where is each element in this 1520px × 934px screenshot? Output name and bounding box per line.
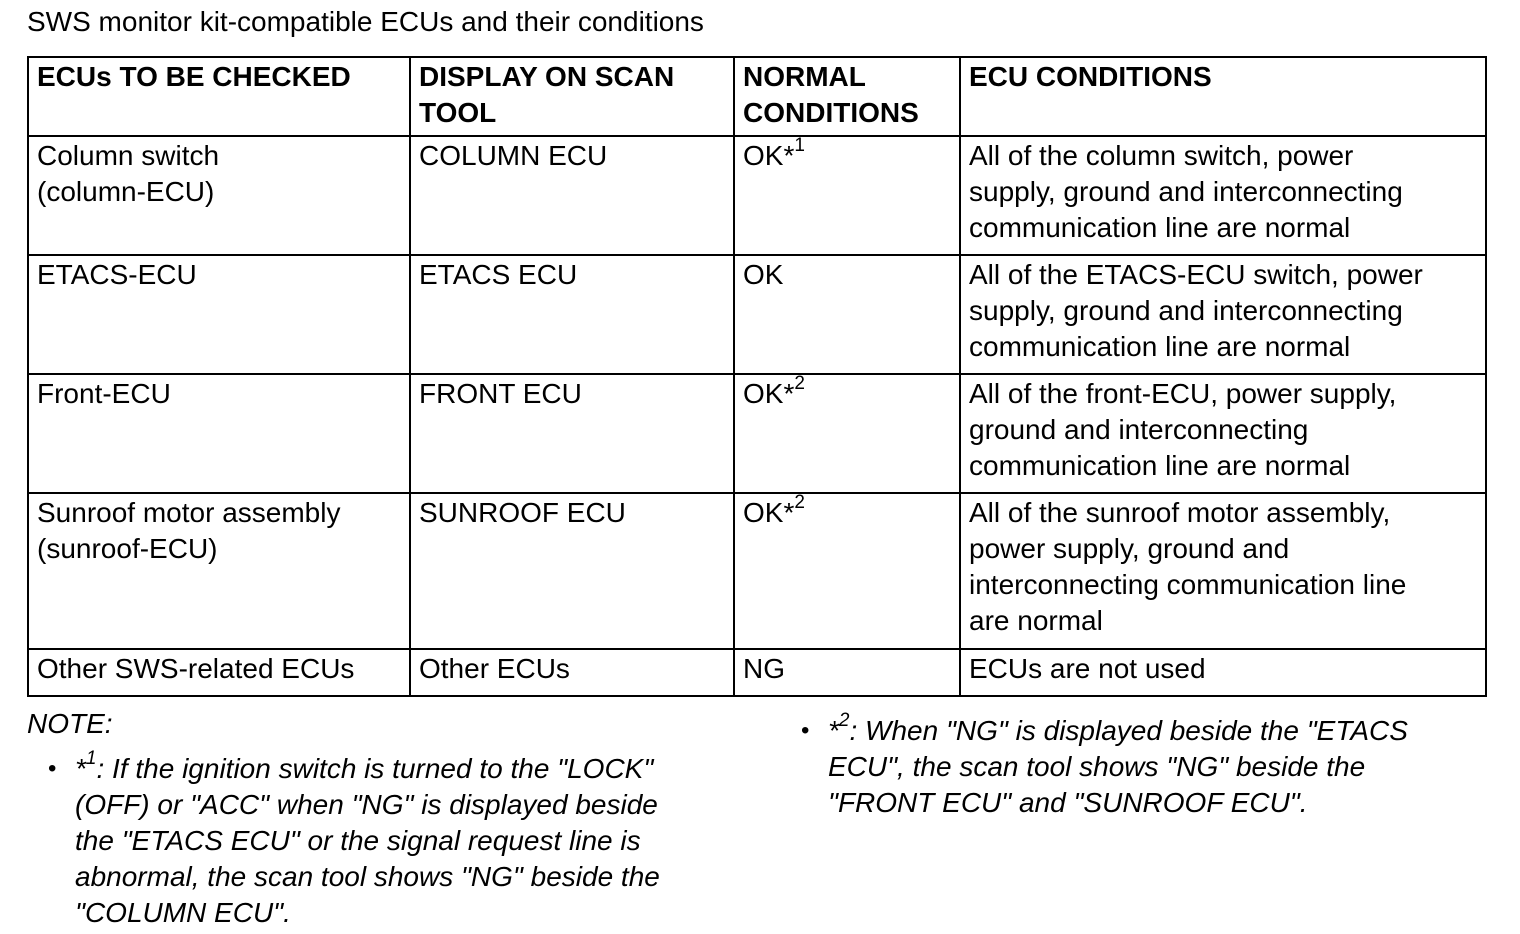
display-cell — [410, 374, 734, 493]
cell-line: All of the ETACS-ECU switch, power — [969, 259, 1423, 290]
table-row — [28, 374, 1486, 493]
note-prefix: * — [828, 715, 839, 746]
header-line: TOOL — [419, 97, 497, 128]
table-row — [28, 649, 1486, 696]
note-line — [75, 747, 660, 787]
note-prefix: * — [75, 753, 86, 784]
note-item — [801, 709, 1408, 821]
display-cell — [410, 649, 734, 696]
normal-cell — [734, 493, 960, 649]
cell-line: All of the column switch, power — [969, 140, 1354, 171]
display-cell — [410, 136, 734, 255]
header-line: DISPLAY ON SCAN — [419, 61, 675, 92]
note-text: : If the ignition switch is turned to the "LOCK" — [96, 753, 654, 784]
ecu-cell — [28, 649, 410, 696]
footnote-mark: 2 — [794, 491, 805, 513]
table-header-row — [28, 57, 1486, 136]
note-line: (OFF) or "ACC" when "NG" is displayed beside — [75, 789, 658, 820]
cell-line: (sunroof-ECU) — [37, 533, 218, 564]
footnote-mark: 2 — [838, 709, 850, 731]
note-line: abnormal, the scan tool shows "NG" beside the — [75, 861, 660, 892]
cell-text: OK* — [743, 497, 795, 528]
condition-cell — [960, 493, 1486, 649]
cell-text: NG — [743, 653, 785, 684]
cell-text: OK* — [743, 140, 795, 171]
condition-cell — [960, 136, 1486, 255]
display-cell — [410, 493, 734, 649]
ecu-cell — [28, 374, 410, 493]
bullet-icon: • — [801, 717, 810, 744]
cell-line: are normal — [969, 605, 1103, 636]
cell-text: COLUMN ECU — [419, 140, 608, 171]
cell-line: Column switch — [37, 140, 220, 171]
page-title: SWS monitor kit-compatible ECUs and their conditions — [27, 6, 704, 37]
table-row — [28, 255, 1486, 374]
cell-text: ETACS ECU — [419, 259, 578, 290]
cell-line: ground and interconnecting — [969, 414, 1309, 445]
ecu-cell — [28, 255, 410, 374]
bullet-icon: • — [48, 755, 57, 782]
header-line: ECU CONDITIONS — [969, 61, 1212, 92]
cell-line: supply, ground and interconnecting — [969, 176, 1403, 207]
note-line: "FRONT ECU" and "SUNROOF ECU". — [828, 787, 1308, 818]
normal-cell — [734, 136, 960, 255]
cell-line: All of the front-ECU, power supply, — [969, 378, 1397, 409]
cell-text: SUNROOF ECU — [419, 497, 626, 528]
condition-cell — [960, 255, 1486, 374]
header-line: CONDITIONS — [743, 97, 919, 128]
table-row — [28, 493, 1486, 649]
ecu-conditions-table — [27, 56, 1487, 697]
cell-line: power supply, ground and — [969, 533, 1290, 564]
cell-line: Front-ECU — [37, 378, 171, 409]
header-ecu-conditions — [960, 57, 1486, 136]
cell-line: All of the sunroof motor assembly, — [969, 497, 1391, 528]
note-label: NOTE: — [27, 708, 113, 739]
display-cell — [410, 255, 734, 374]
note-line — [828, 709, 1408, 749]
footnote-mark: 2 — [794, 372, 805, 394]
cell-line: ETACS-ECU — [37, 259, 197, 290]
cell-text: OK* — [743, 378, 795, 409]
cell-text: FRONT ECU — [419, 378, 582, 409]
ecu-cell — [28, 136, 410, 255]
header-normal-conditions — [734, 57, 960, 136]
table-row — [28, 136, 1486, 255]
header-line: NORMAL — [743, 61, 866, 92]
cell-text: Other ECUs — [419, 653, 570, 684]
cell-line: communication line are normal — [969, 450, 1351, 481]
condition-cell — [960, 374, 1486, 493]
cell-line: ECUs are not used — [969, 653, 1206, 684]
cell-line: Sunroof motor assembly — [37, 497, 341, 528]
note-text: : When "NG" is displayed beside the "ETACS — [849, 715, 1408, 746]
ecu-cell — [28, 493, 410, 649]
cell-line: interconnecting communication line — [969, 569, 1407, 600]
cell-line: communication line are normal — [969, 212, 1351, 243]
cell-line: Other SWS-related ECUs — [37, 653, 355, 684]
normal-cell — [734, 649, 960, 696]
header-display-on-scan-tool — [410, 57, 734, 136]
note-line: the "ETACS ECU" or the signal request line is — [75, 825, 641, 856]
condition-cell — [960, 649, 1486, 696]
normal-cell — [734, 255, 960, 374]
header-ecus-to-be-checked — [28, 57, 410, 136]
footnote-mark: 1 — [85, 747, 97, 769]
note-line: ECU", the scan tool shows "NG" beside the — [828, 751, 1366, 782]
header-line: ECUs TO BE CHECKED — [37, 61, 351, 92]
cell-line: supply, ground and interconnecting — [969, 295, 1403, 326]
cell-text: OK — [743, 259, 784, 290]
note-line: "COLUMN ECU". — [75, 897, 291, 928]
normal-cell — [734, 374, 960, 493]
note-item — [48, 747, 660, 931]
cell-line: (column-ECU) — [37, 176, 215, 207]
cell-line: communication line are normal — [969, 331, 1351, 362]
footnote-mark: 1 — [794, 134, 805, 156]
